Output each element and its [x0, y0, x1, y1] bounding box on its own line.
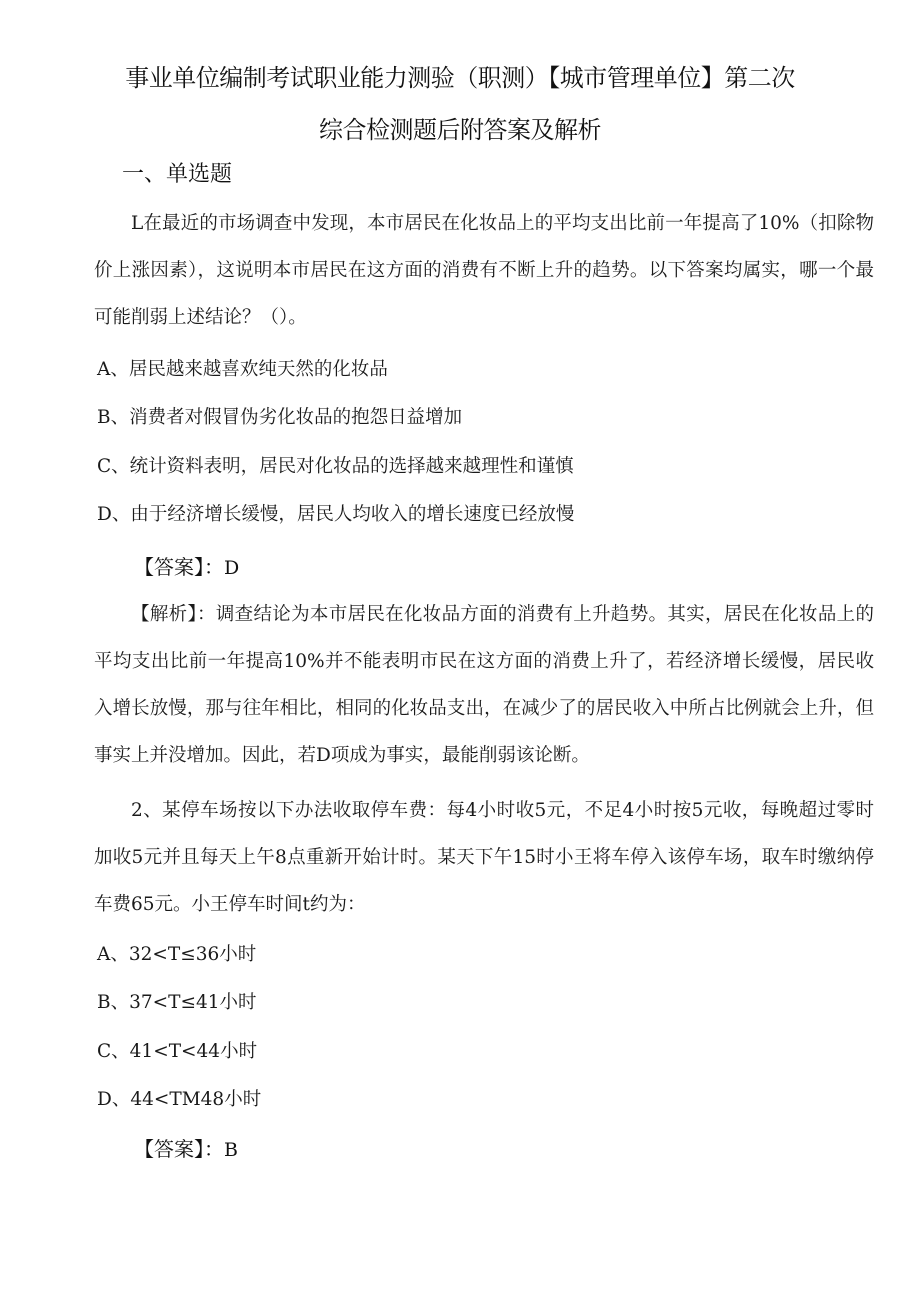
answer-label: 【答案】：: [134, 555, 224, 579]
question-2-stem: 2、某停车场按以下办法收取停车费：每4小时收5元，不足4小时按5元收，每晚超过零时加收5元并且每天上午8点重新开始计时。某天下午15时小王将车停入该停车场，取车时缴纳停车费65元。小王停车时间t约为：: [94, 800, 874, 915]
question-1-option-b: B、消费者对假冒伪劣化妆品的抱怨日益增加: [97, 407, 463, 428]
question-1-option-c: C、统计资料表明，居民对化妆品的选择越来越理性和谨慎: [97, 456, 574, 477]
answer-value: D: [224, 557, 240, 579]
question-1-explanation: [94, 591, 874, 779]
question-1-answer: [134, 551, 239, 580]
question-2-option-c: C、41<T<44小时: [97, 1041, 258, 1062]
question-1-option-a: A、居民越来越喜欢纯天然的化妆品: [97, 359, 388, 380]
answer-label: 【答案】：: [134, 1137, 224, 1161]
explanation-label: 【解析】：: [131, 604, 216, 625]
explanation-text: 调查结论为本市居民在化妆品方面的消费有上升趋势。其实，居民在化妆品上的平均支出比前一年提高10%并不能表明市民在这方面的消费上升了，若经济增长缓慢，居民收入增长放慢，那与往年相比，相同的化妆品支出，在减少了的居民收入中所占比例就会上升，但事实上并没增加。因此，若D项成为事实，最能削弱该论断。: [94, 604, 874, 766]
question-2-option-b: B、37<T≤41小时: [97, 992, 257, 1013]
answer-value: B: [224, 1139, 238, 1161]
question-2-answer: [134, 1133, 238, 1162]
question-1-stem: L在最近的市场调查中发现，本市居民在化妆品上的平均支出比前一年提高了10%（扣除物价上涨因素），这说明本市居民在这方面的消费有不断上升的趋势。以下答案均属实，哪一个最可能削弱上述结论？（）。: [94, 213, 874, 328]
question-2-option-d: D、44<TM48小时: [97, 1089, 262, 1110]
question-2-option-a: A、32<T≤36小时: [97, 944, 257, 965]
document-title-line-1: 事业单位编制考试职业能力测验（职测）【城市管理单位】第二次: [125, 64, 795, 92]
question-1-option-d: D、由于经济增长缓慢，居民人均收入的增长速度已经放慢: [97, 504, 575, 525]
section-heading: 一、单选题: [122, 162, 233, 187]
document-title-line-2: 综合检测题后附答案及解析: [319, 116, 601, 144]
